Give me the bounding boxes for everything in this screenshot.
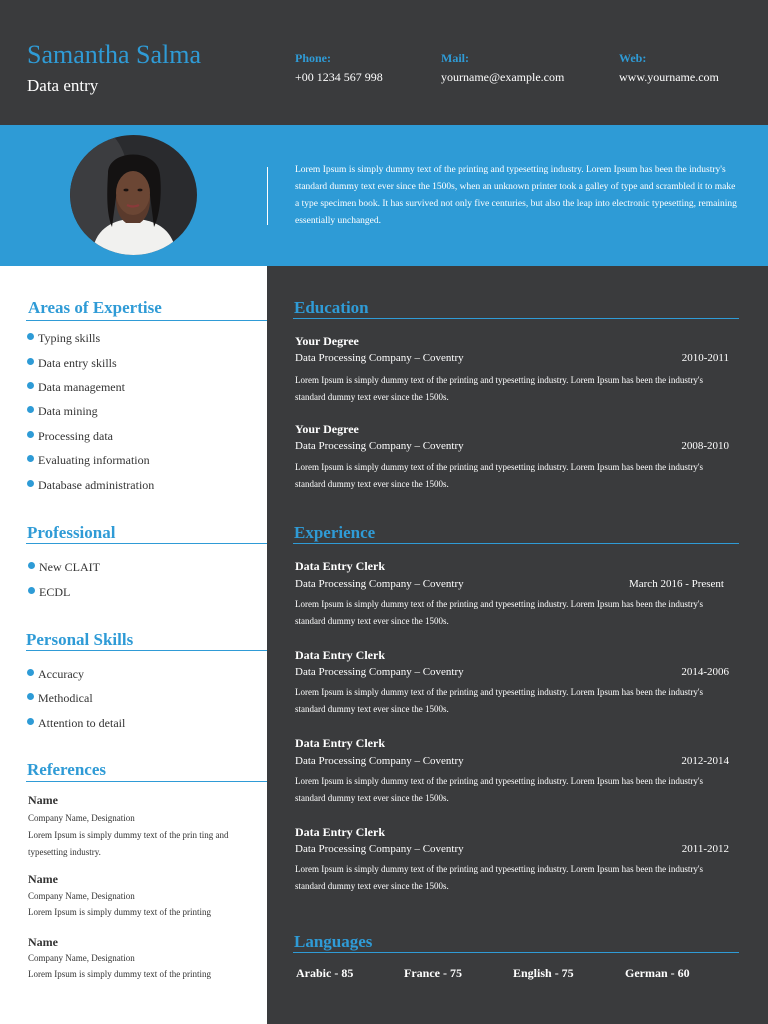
list-item: Processing data (27, 429, 113, 444)
list-item: Data entry skills (27, 356, 117, 371)
reference-text: Lorem Ipsum is simply dummy text of the printing (28, 907, 211, 917)
entry-text: Lorem Ipsum is simply dummy text of the printing and typesetting industry. Lorem Ipsum has been the industry's standard dummy text ever since the 1500s. (295, 599, 703, 626)
languages-title: Languages (294, 932, 373, 951)
summary-divider (267, 167, 268, 225)
professional-title: Professional (27, 523, 116, 542)
entry-company: Data Processing Company – Coventry (295, 352, 464, 364)
entry-company: Data Processing Company – Coventry (295, 755, 464, 767)
list-item: ECDL (28, 585, 70, 600)
entry-company: Data Processing Company – Coventry (295, 843, 464, 855)
language-item: France - 75 (404, 966, 462, 980)
personal-skills-rule (26, 650, 267, 651)
personal-skills-title: Personal Skills (26, 630, 134, 649)
entry-date: 2012-2014 (681, 755, 729, 767)
experience-rule (293, 543, 739, 544)
expertise-rule (26, 320, 267, 321)
reference-company: Company Name, Designation (28, 953, 135, 963)
languages-rule (293, 952, 739, 953)
list-item: Typing skills (27, 331, 100, 346)
entry-company: Data Processing Company – Coventry (295, 440, 464, 452)
reference-name: Name (28, 935, 58, 949)
profile-photo (70, 135, 197, 255)
bullet-icon (27, 718, 34, 725)
bullet-icon (27, 455, 34, 462)
entry-title: Data Entry Clerk (295, 736, 385, 750)
language-item: German - 60 (625, 966, 690, 980)
candidate-name: Samantha Salma (27, 40, 202, 69)
reference-company: Company Name, Designation (28, 813, 135, 823)
reference-text: Lorem Ipsum is simply dummy text of the prin ting and typesetting industry. (28, 830, 229, 857)
list-item: Attention to detail (27, 716, 125, 731)
entry-date: 2010-2011 (681, 352, 729, 364)
entry-text: Lorem Ipsum is simply dummy text of the printing and typesetting industry. Lorem Ipsum has been the industry's standard dummy text ever since the 1500s. (295, 687, 703, 714)
entry-text: Lorem Ipsum is simply dummy text of the printing and typesetting industry. Lorem Ipsum has been the industry's standard dummy text ever since the 1500s. (295, 776, 703, 803)
list-item: Data mining (27, 404, 98, 419)
phone-label: Phone: (295, 51, 331, 65)
entry-company: Data Processing Company – Coventry (295, 666, 464, 678)
entry-text: Lorem Ipsum is simply dummy text of the printing and typesetting industry. Lorem Ipsum has been the industry's standard dummy text ever since the 1500s. (295, 462, 703, 489)
entry-text: Lorem Ipsum is simply dummy text of the printing and typesetting industry. Lorem Ipsum has been the industry's standard dummy text ever since the 1500s. (295, 375, 703, 402)
bullet-icon (27, 382, 34, 389)
bullet-icon (28, 587, 35, 594)
list-item: Data management (27, 380, 125, 395)
entry-title: Your Degree (295, 334, 359, 348)
bullet-icon (27, 406, 34, 413)
bullet-icon (27, 358, 34, 365)
mail-value[interactable]: yourname@example.com (441, 70, 565, 84)
summary-text: Lorem Ipsum is simply dummy text of the printing and typesetting industry. Lorem Ipsum has been the industry's standard dummy text ever since the 1500s, when an unknown printer took a galley of type and scrambled it to make a type specimen book. It has survived not only five centuries, but also the leap into electronic typesetting, remaining essentially unchanged. (295, 165, 737, 226)
mail-label: Mail: (441, 51, 469, 65)
reference-text: Lorem Ipsum is simply dummy text of the printing (28, 969, 211, 979)
bullet-icon (28, 562, 35, 569)
entry-date: 2011-2012 (681, 843, 729, 855)
reference-company: Company Name, Designation (28, 891, 135, 901)
list-item: New CLAIT (28, 560, 100, 575)
phone-value: +00 1234 567 998 (295, 70, 383, 84)
bullet-icon (27, 333, 34, 340)
education-rule (293, 318, 739, 319)
entry-date: 2014-2006 (681, 666, 729, 678)
entry-title: Data Entry Clerk (295, 825, 385, 839)
reference-name: Name (28, 872, 58, 886)
candidate-role: Data entry (27, 76, 99, 95)
bullet-icon (27, 431, 34, 438)
bullet-icon (27, 669, 34, 676)
references-title: References (27, 760, 106, 779)
web-label: Web: (619, 51, 647, 65)
entry-date: March 2016 - Present (628, 578, 724, 590)
entry-date: 2008-2010 (681, 440, 729, 452)
reference-name: Name (28, 793, 58, 807)
list-item: Evaluating information (27, 453, 150, 468)
expertise-title: Areas of Expertise (28, 298, 162, 317)
entry-text: Lorem Ipsum is simply dummy text of the printing and typesetting industry. Lorem Ipsum has been the industry's standard dummy text ever since the 1500s. (295, 864, 703, 891)
language-item: English - 75 (513, 966, 574, 980)
entry-title: Data Entry Clerk (295, 559, 385, 573)
list-item: Methodical (27, 691, 93, 706)
entry-company: Data Processing Company – Coventry (295, 578, 464, 590)
education-title: Education (294, 298, 369, 317)
entry-title: Your Degree (295, 422, 359, 436)
entry-title: Data Entry Clerk (295, 648, 385, 662)
language-item: Arabic - 85 (296, 966, 354, 980)
web-value[interactable]: www.yourname.com (619, 70, 719, 84)
experience-title: Experience (294, 523, 376, 542)
list-item: Database administration (27, 478, 154, 493)
list-item: Accuracy (27, 667, 84, 682)
references-rule (26, 781, 267, 782)
bullet-icon (27, 693, 34, 700)
professional-rule (26, 543, 267, 544)
bullet-icon (27, 480, 34, 487)
